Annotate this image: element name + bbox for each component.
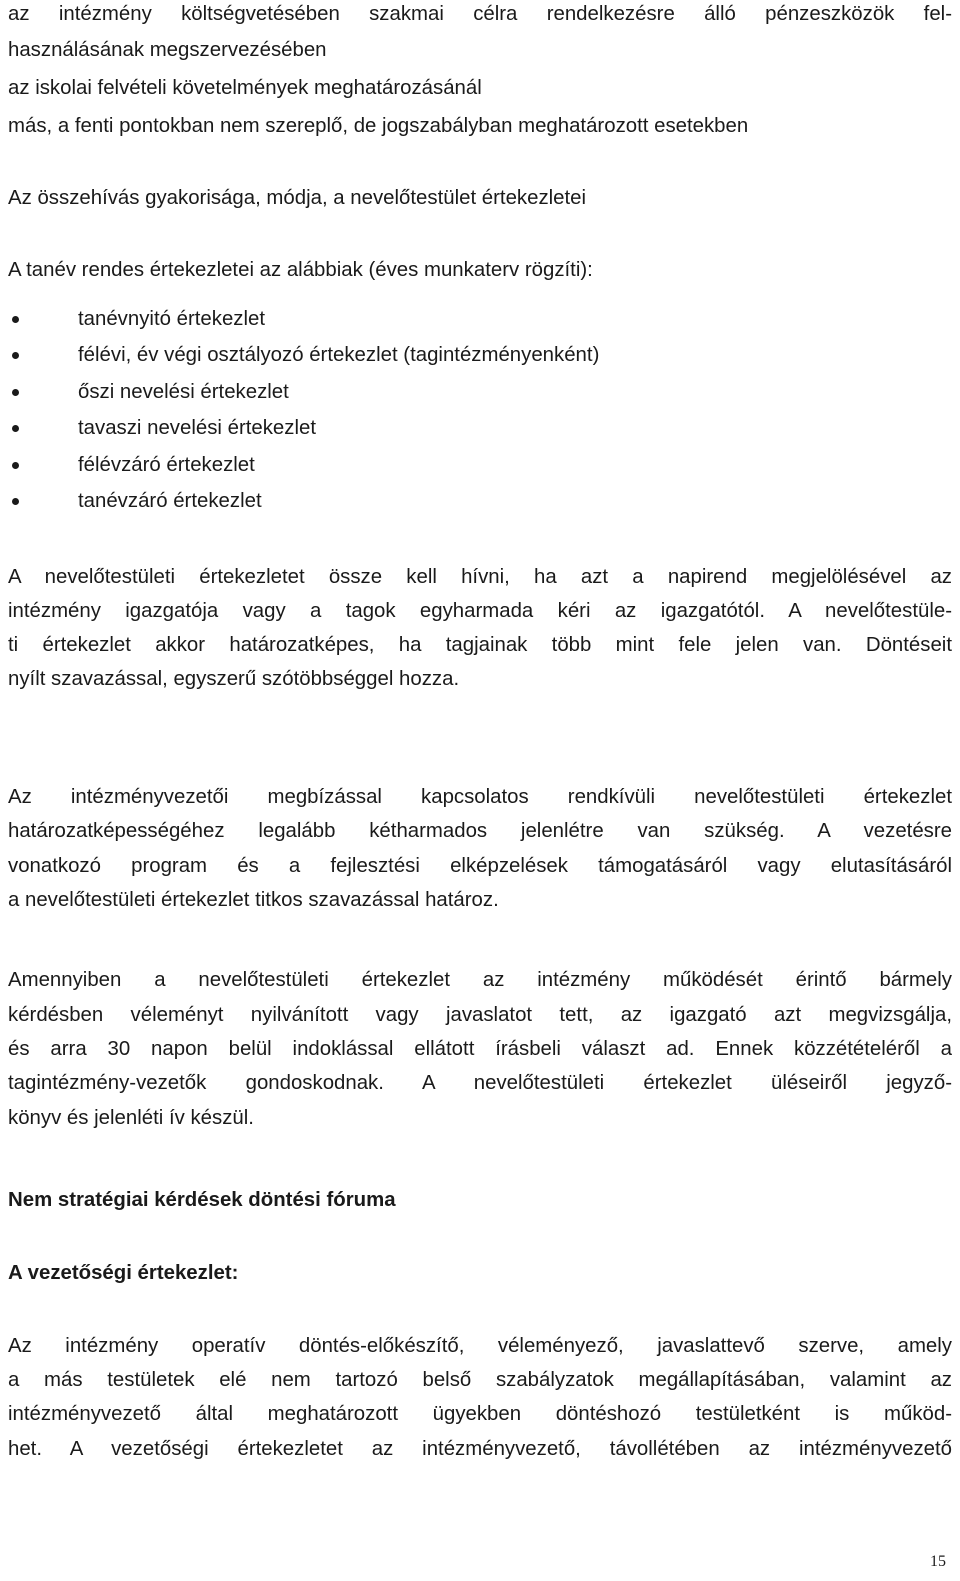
paragraph-line: intézmény igazgatója vagy a tagok egyharmada kéri az igazgatótól. A nevelőtestüle- bbox=[8, 600, 952, 622]
paragraph-line: A nevelőtestületi értekezletet össze kell hívni, ha azt a napirend megjelölésével az bbox=[8, 566, 952, 588]
page-number: 15 bbox=[930, 1553, 946, 1570]
section-heading: A vezetőségi értekezlet: bbox=[8, 1262, 239, 1284]
paragraph-line: nyílt szavazással, egyszerű szótöbbséggel hozza. bbox=[8, 668, 460, 690]
intro-line: más, a fenti pontokban nem szereplő, de jogszabályban meghatározott esetekben bbox=[8, 115, 749, 137]
paragraph-line: Az intézmény operatív döntés-előkészítő, véleményező, javaslattevő szerve, amely bbox=[8, 1335, 952, 1357]
list-intro: A tanév rendes értekezletei az alábbiak (éves munkaterv rögzíti): bbox=[8, 259, 593, 281]
paragraph-line: intézményvezető által meghatározott ügyekben döntéshozó testületként is működ- bbox=[8, 1403, 952, 1425]
paragraph-line: ti értekezlet akkor határozatképes, ha tagjainak több mint fele jelen van. Döntéseit bbox=[8, 634, 952, 656]
section-subheading: Az összehívás gyakorisága, módja, a nevelőtestület értekezletei bbox=[8, 187, 587, 209]
bullet-icon bbox=[12, 352, 19, 359]
bullet-icon bbox=[12, 498, 19, 505]
list-item-label: félévzáró értekezlet bbox=[78, 454, 255, 476]
paragraph-line: vonatkozó program és a fejlesztési elképzelések támogatásáról vagy elutasításáról bbox=[8, 855, 952, 877]
list-item-label: tavaszi nevelési értekezlet bbox=[78, 417, 317, 439]
bullet-icon bbox=[12, 425, 19, 432]
bullet-icon bbox=[12, 462, 19, 469]
paragraph-line: tagintézmény-vezetők gondoskodnak. A nevelőtestületi értekezlet üléseiről jegyző- bbox=[8, 1072, 952, 1094]
bullet-icon bbox=[12, 316, 19, 323]
section-heading: Nem stratégiai kérdések döntési fóruma bbox=[8, 1189, 396, 1211]
list-item-label: őszi nevelési értekezlet bbox=[78, 381, 289, 403]
bullet-icon bbox=[12, 389, 19, 396]
list-item-label: tanévzáró értekezlet bbox=[78, 490, 262, 512]
paragraph-line: a más testületek elé nem tartozó belső szabályzatok megállapításában, valamint az bbox=[8, 1369, 952, 1391]
paragraph-line: határozatképességéhez legalább kétharmados jelenlétre van szükség. A vezetésre bbox=[8, 820, 952, 842]
paragraph-line: a nevelőtestületi értekezlet titkos szavazással határoz. bbox=[8, 889, 499, 911]
list-item-label: tanévnyitó értekezlet bbox=[78, 308, 266, 330]
intro-line: az iskolai felvételi követelmények meghatározásánál bbox=[8, 77, 482, 99]
list-item-label: félévi, év végi osztályozó értekezlet (tagintézményenként) bbox=[78, 344, 600, 366]
paragraph-line: és arra 30 napon belül indoklással ellátott írásbeli választ ad. Ennek közzétételéről a bbox=[8, 1038, 952, 1060]
paragraph-line: kérdésben véleményt nyilvánított vagy javaslatot tett, az igazgató azt megvizsgálja, bbox=[8, 1004, 952, 1026]
paragraph-line: Amennyiben a nevelőtestületi értekezlet az intézmény működését érintő bármely bbox=[8, 969, 952, 991]
intro-line: az intézmény költségvetésében szakmai célra rendelkezésre álló pénzeszközök fel- bbox=[8, 3, 952, 25]
intro-line: használásának megszervezésében bbox=[8, 39, 327, 61]
paragraph-line: Az intézményvezetői megbízással kapcsolatos rendkívüli nevelőtestületi értekezlet bbox=[8, 786, 952, 808]
paragraph-line: könyv és jelenléti ív készül. bbox=[8, 1107, 254, 1129]
paragraph-line: het. A vezetőségi értekezletet az intézményvezető, távollétében az intézményvezető bbox=[8, 1438, 952, 1460]
